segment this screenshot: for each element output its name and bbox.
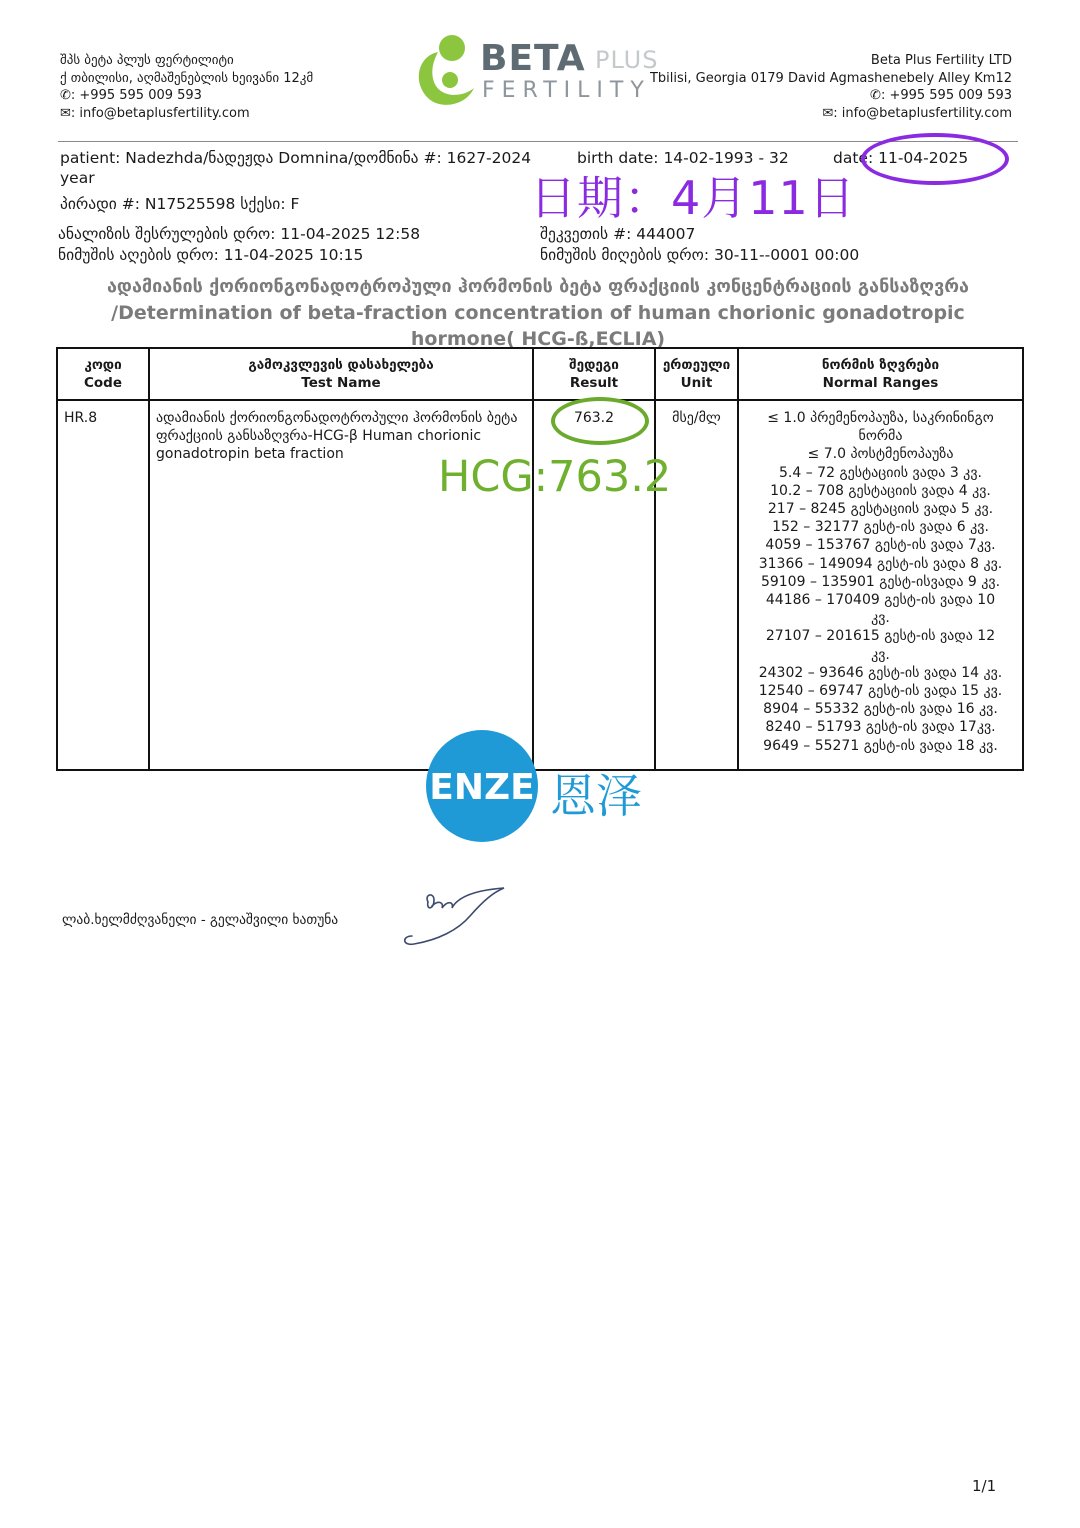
page-number: 1/1 [972, 1477, 997, 1495]
header-code-en: Code [83, 375, 122, 391]
range-line: 31366 – 149094 გესტ-ის ვადა 8 კვ. [758, 555, 1003, 572]
range-line: 10.2 – 708 გესტაციის ვადა 4 კვ. [770, 482, 991, 499]
clinic-name-en: Beta Plus Fertility LTD [870, 53, 1012, 68]
cell-code: HR.8 [57, 400, 149, 770]
header-result-ka: შედეგი [569, 357, 619, 373]
clinic-address-en: Tbilisi, Georgia 0179 David Agmashenebely Alley Km12 [649, 70, 1012, 86]
report-date: date: 11-04-2025 [833, 149, 969, 167]
date-highlight-ellipse [861, 133, 1009, 185]
range-line: 217 – 8245 გესტაციის ვადა 5 კვ. [767, 501, 994, 518]
range-line: 9649 – 55271 გესტ-ის ვადა 18 კვ. [763, 737, 998, 754]
birth-date: birth date: 14-02-1993 - 32 [577, 149, 789, 167]
age-unit: year [60, 169, 95, 187]
clinic-name-ka: შპს ბეტა პლუს ფერტილიტი [60, 53, 234, 68]
cell-normal-ranges [738, 400, 1023, 770]
header-unit-ka: ერთეული [662, 357, 731, 373]
range-line: 44186 – 170409 გესტ-ის ვადა 10 [765, 592, 996, 609]
header-unit [655, 348, 738, 400]
range-line: 59109 – 135901 გესტ-ისვადა 9 კვ. [760, 573, 1001, 590]
hcg-annotation: HCG:763.2 [438, 452, 672, 502]
header-result-en: Result [569, 375, 619, 391]
header-test-name [149, 348, 533, 400]
header-code-ka: კოდი [84, 357, 122, 373]
enze-chinese-text: 恩泽 [550, 769, 642, 823]
signature-icon [398, 880, 518, 955]
test-title-english-2: hormone( HCG-ß,ECLIA) [410, 328, 666, 350]
clinic-email-en: ✉: info@betaplusfertility.com [822, 105, 1012, 121]
logo-mark-icon [410, 30, 480, 110]
header-normal-ranges [738, 348, 1023, 400]
clinic-address-ka: ქ თბილისი, აღმაშენებლის ხეივანი 12კმ [60, 70, 314, 86]
header-unit-en: Unit [680, 375, 713, 391]
range-line: 152 – 32177 გესტ-ის ვადა 6 კვ. [772, 519, 989, 536]
logo-plus-text: PLUS [595, 46, 659, 74]
range-line: 8904 – 55332 გესტ-ის ვადა 16 კვ. [763, 701, 998, 718]
result-highlight-circle [551, 397, 649, 445]
header-name-ka: გამოკვლევის დასახელება [248, 357, 434, 373]
range-line: ≤ 1.0 პრემენოპაუზა, საკრინინგო [767, 410, 994, 426]
logo-fertility-text: FERTILITY [482, 78, 651, 103]
test-title-georgian: ადამიანის ქორიონგონადოტროპული ჰორმონის ბეტა ფრაქციის კონცენტრაციის განსაზღვრა [106, 276, 970, 297]
sample-received-time: ნიმუშის მიღების დრო: 30-11--0001 00:00 [540, 246, 860, 264]
patient-line: patient: Nadezhda/ნადეჟდა Domnina/დომნინა #: 1627-2024 [60, 149, 532, 167]
range-line: 12540 – 69747 გესტ-ის ვადა 15 კვ. [758, 683, 1003, 700]
logo-beta-text: BETA [480, 38, 586, 79]
range-line: ≤ 7.0 პოსტმენოპაუზა [807, 446, 954, 463]
header-divider [58, 141, 1018, 142]
enze-logo-text: ENZE [429, 767, 535, 808]
test-title [58, 274, 1018, 352]
range-line: 5.4 – 72 გესტაციის ვადა 3 კვ. [779, 464, 982, 481]
clinic-address-georgian [60, 52, 313, 122]
cell-unit: მსე/მლ [655, 400, 738, 770]
header-range-ka: ნორმის ზღვრები [821, 357, 940, 373]
passport-sex: პირადი #: N17525598 სქესი: F [60, 195, 300, 213]
analysis-time: ანალიზის შესრულების დრო: 11-04-2025 12:58 [58, 225, 421, 243]
results-table [56, 347, 1024, 771]
header-name-en: Test Name [301, 375, 381, 391]
lab-head-signer: ლაბ.ხელმძღვანელი - გელაშვილი ხათუნა [62, 912, 339, 928]
range-line: ნორმა [858, 428, 903, 445]
header-range-en: Normal Ranges [822, 375, 939, 391]
clinic-email-ka: ✉: info@betaplusfertility.com [60, 105, 250, 121]
header-code [57, 348, 149, 400]
beta-plus-fertility-logo [410, 30, 680, 110]
range-line: 8240 – 51793 გესტ-ის ვადა 17კვ. [765, 719, 996, 736]
order-number: შეკვეთის #: 444007 [540, 225, 696, 243]
range-line: 24302 – 93646 გესტ-ის ვადა 14 კვ. [758, 664, 1003, 681]
sample-taken-time: ნიმუშის აღების დრო: 11-04-2025 10:15 [58, 246, 364, 264]
clinic-address-english [650, 52, 1012, 122]
table-header-row [57, 348, 1023, 400]
range-line: კვ. [871, 646, 890, 663]
clinic-phone-en: ✆: +995 595 009 593 [870, 88, 1012, 103]
clinic-phone-ka: ✆: +995 595 009 593 [60, 88, 202, 103]
date-annotation: 日期：4月11日 [530, 171, 856, 225]
range-line: 27107 – 201615 გესტ-ის ვადა 12 [765, 628, 996, 645]
header-result [533, 348, 655, 400]
range-line: კვ. [871, 610, 890, 627]
cell-test-name: ადამიანის ქორიონგონადოტროპული ჰორმონის ბეტა ფრაქციის განსაზღვრა-HCG-β Human chorionic gonadotropin beta fraction [149, 400, 533, 770]
test-title-english-1: /Determination of beta-fraction concentration of human chorionic gonadotropic [111, 302, 965, 324]
range-line: 4059 – 153767 გესტ-ის ვადა 7კვ. [765, 537, 996, 554]
cell-result: 763.2 [533, 400, 655, 770]
